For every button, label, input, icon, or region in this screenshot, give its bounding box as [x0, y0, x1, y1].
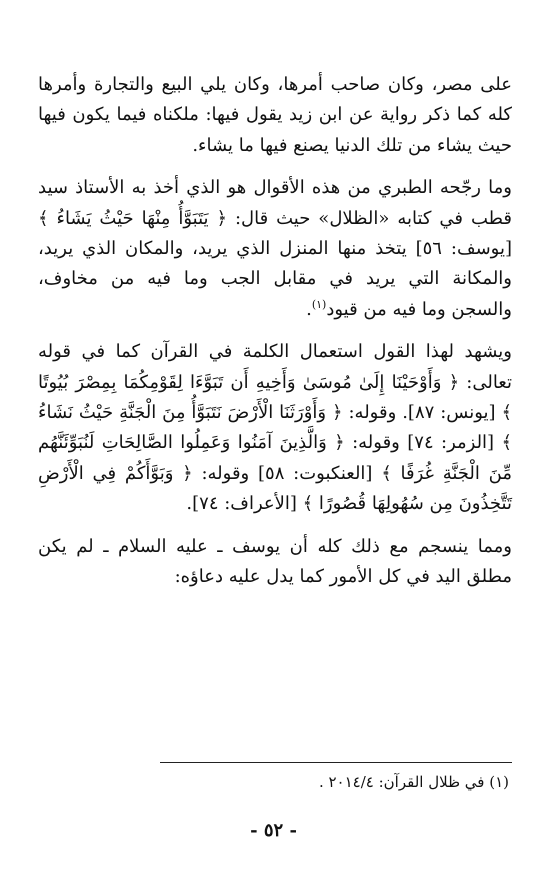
footnote-marker[interactable]: (١): [311, 297, 327, 311]
paragraph-4: ومما ينسجم مع ذلك كله أن يوسف ـ عليه السلام ـ لم يكن مطلق اليد في كل الأمور كما يدل عليه دعاؤه:: [38, 535, 512, 588]
main-text: [38, 70, 512, 593]
paragraph-2-text: وما رجّحه الطبري من هذه الأقوال هو الذي أخذ به الأستاذ سيد قطب في كتابه «الظلال» حيث قال: ﴿ يَتَبَوَّأُ مِنْهَا حَيْثُ يَشَاءُ ﴾ [يوسف: ٥٦] يتخذ منها المنزل الذي يريد، والمكان الذي يريد، والمكانة التي يريد في مقابل الجب وما فيه من مخاوف، والسجن وما فيه من قيود: [38, 177, 512, 320]
paragraph-3: ويشهد لهذا القول استعمال الكلمة في القرآن كما في قوله تعالى: ﴿ وَأَوْحَيْنَا إِلَىٰ مُوسَىٰ وَأَخِيهِ أَن تَبَوَّءَا لِقَوْمِكُمَا بِمِصْرَ بُيُوتًا ﴾ [يونس: ٨٧]. وقوله: ﴿ وَأَوْرَثَنَا الْأَرْضَ نَتَبَوَّأُ مِنَ الْجَنَّةِ حَيْثُ نَشَاءُ ﴾ [الزمر: ٧٤] وقوله: ﴿ وَالَّذِينَ آمَنُوا وَعَمِلُوا الصَّالِحَاتِ لَنُبَوِّئَنَّهُم مِّنَ الْجَنَّةِ غُرَفًا ﴾ [العنكبوت: ٥٨] وقوله: ﴿ وَبَوَّأَكُمْ فِي الْأَرْضِ تَتَّخِذُونَ مِن سُهُولِهَا قُصُورًا ﴾ [الأعراف: ٧٤].: [38, 341, 512, 515]
footnote-divider: [160, 762, 512, 763]
footnote: (١) في ظلال القرآن: ٢٠١٤/٤ .: [318, 773, 509, 791]
paragraph-2: [38, 173, 512, 325]
paragraph-2-tail: .: [306, 298, 312, 320]
page-number: - ٥٢ -: [250, 820, 297, 841]
paragraph-1: على مصر، وكان صاحب أمرها، وكان يلي البيع والتجارة وأمرها كله كما ذكر رواية عن ابن زيد يقول فيها: ملكناه فيما يكون فيها حيث يشاء من تلك الدنيا يصنع فيها ما يشاء.: [38, 74, 512, 156]
